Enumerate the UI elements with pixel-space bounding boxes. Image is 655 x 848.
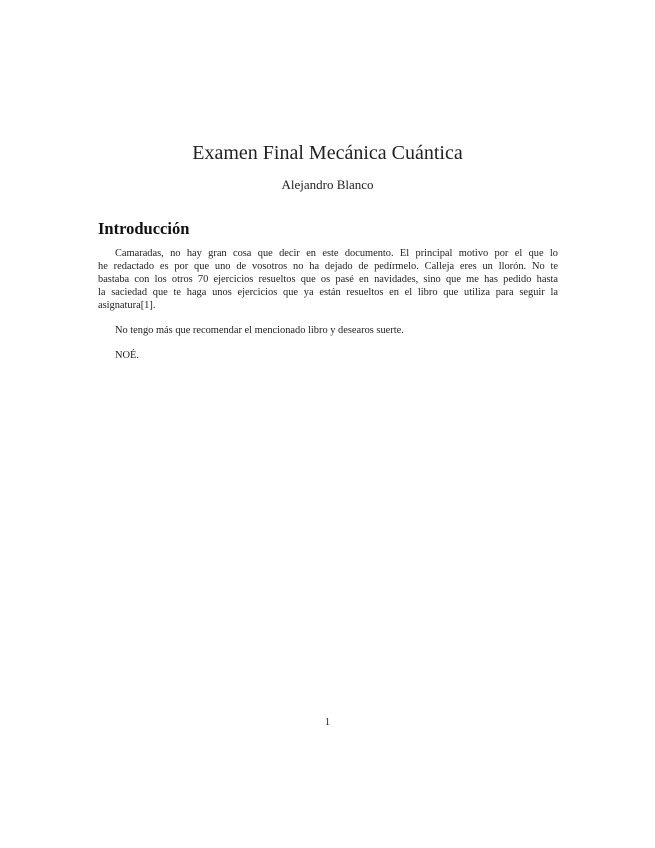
- paragraph-signature: [98, 349, 558, 362]
- paragraph-intro: [98, 247, 558, 312]
- paragraph-line: Camaradas, no hay gran cosa que decir en este documento. El principal motivo por el que lo: [115, 248, 558, 259]
- paragraph-line: la saciedad que te haga unos ejercicios que ya están resueltos en el libro que utiliza para seguir la: [98, 287, 558, 299]
- paragraph-line: bastaba con los otros 70 ejercicios resueltos que os pasé en navidades, sino que me has pedido hasta: [98, 274, 558, 286]
- paragraph-recommendation: [98, 324, 558, 337]
- paragraph-line: he redactado es por que uno de vosotros no ha dejado de pedírmelo. Calleja eres un llorón. No te: [98, 261, 558, 273]
- paragraph-line: No tengo más que recomendar el mencionado libro y desearos suerte.: [115, 325, 404, 336]
- section-heading-introduccion: Introducción: [98, 219, 190, 238]
- document-author: Alejandro Blanco: [281, 177, 374, 192]
- page-number: 1: [324, 717, 331, 728]
- document-title: Examen Final Mecánica Cuántica: [192, 142, 463, 164]
- signature-text: NOÉ.: [115, 350, 139, 361]
- paragraph-line: asignatura[1].: [98, 300, 156, 312]
